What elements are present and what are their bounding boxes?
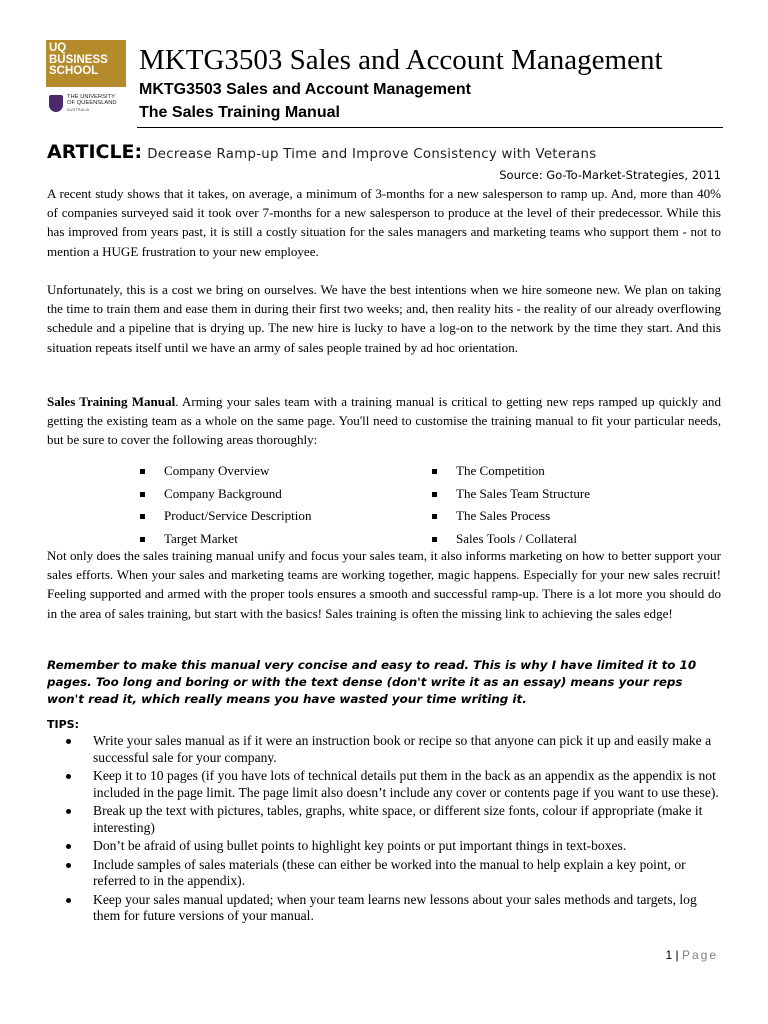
paragraph-cost: Unfortunately, this is a cost we bring on ourselves. We have the best intentions when we hire someone new. We plan on taking the time to train them and ease them in during their first two weeks; and, then reality hits - the reality of our already overflowing schedule and a pipeline that is drying up. The new hire is lucky to have a log-on to the network by the time they start. And this situation repeats itself until we have an army of sales people trained by ad hoc orientation. <box>47 282 721 355</box>
article-source: Source: Go-To-Market-Strategies, 2011 <box>499 168 721 182</box>
list-item: Keep it to 10 pages (if you have lots of technical details put them in the back as an appendix as the appendix is not included in the page limit. The page limit also doesn’t include any cover or contents page if you want to use these). <box>63 768 723 801</box>
square-bullet-icon <box>432 514 437 519</box>
list-item: The Competition <box>432 460 590 483</box>
list-item: Sales Tools / Collateral <box>432 528 590 551</box>
list-item: Break up the text with pictures, tables, graphs, white space, or different size fonts, colour if appropriate (make it interesting) <box>63 803 723 836</box>
bullet-icon <box>66 809 71 814</box>
bullet-icon <box>66 898 71 903</box>
list-item: Don’t be afraid of using bullet points to highlight key points or put important things in text-boxes. <box>63 838 723 855</box>
square-bullet-icon <box>432 537 437 542</box>
list-item: The Sales Process <box>432 505 590 528</box>
tips-list <box>63 733 723 927</box>
bullet-icon <box>66 844 71 849</box>
square-bullet-icon <box>140 469 145 474</box>
square-bullet-icon <box>140 492 145 497</box>
list-item: Company Background <box>140 483 311 506</box>
article-title: Decrease Ramp-up Time and Improve Consistency with Veterans <box>147 147 597 162</box>
list-item: Keep your sales manual updated; when your team learns new lessons about your sales methods and targets, log them for future versions of your manual. <box>63 892 723 925</box>
bullet-icon <box>66 739 71 744</box>
article-heading <box>47 141 596 163</box>
crest-icon <box>49 95 63 112</box>
manual-title: The Sales Training Manual <box>139 104 340 121</box>
remember-note: Remember to make this manual very concise and easy to read. This is why I have limited it to 10 pages. Too long and boring or with the text dense (don't write it as an essay) means your reps won't read it, which really means you have wasted your time writing it. <box>47 658 697 706</box>
logo-line-business: BUSINESS <box>49 53 108 66</box>
square-bullet-icon <box>432 469 437 474</box>
logo-line-school: SCHOOL <box>49 65 99 77</box>
logo-university-band <box>46 87 126 120</box>
page-separator: | <box>675 948 679 962</box>
areas-left-column <box>140 460 311 551</box>
square-bullet-icon <box>140 537 145 542</box>
bullet-icon <box>66 774 71 779</box>
course-subtitle: MKTG3503 Sales and Account Management <box>139 81 471 98</box>
list-item: Product/Service Description <box>140 505 311 528</box>
list-item: Include samples of sales materials (these can either be worked into the manual to help explain a key point, or referred to in the appendix). <box>63 857 723 890</box>
list-item: Write your sales manual as if it were an instruction book or recipe so that anyone can pick it up and easily make a successful sale for your company. <box>63 733 723 766</box>
page-footer <box>665 948 718 962</box>
logo-line-uq: UQ <box>49 42 67 54</box>
course-title: MKTG3503 Sales and Account Management <box>139 44 663 76</box>
tips-heading: TIPS: <box>47 718 79 731</box>
areas-right-column <box>432 460 590 551</box>
uq-business-school-logo <box>46 40 126 120</box>
bullet-icon <box>66 863 71 868</box>
list-item: The Sales Team Structure <box>432 483 590 506</box>
logo-wordmark <box>46 40 126 87</box>
square-bullet-icon <box>140 514 145 519</box>
manual-lead-in: Sales Training Manual <box>47 394 176 409</box>
university-name: THE UNIVERSITY OF QUEENSLAND AUSTRALIA <box>67 94 117 112</box>
header-divider <box>137 127 723 128</box>
list-item: Company Overview <box>140 460 311 483</box>
article-label: ARTICLE: <box>47 141 143 163</box>
paragraph-unify: Not only does the sales training manual unify and focus your sales team, it also informs marketing on how to better support your sales efforts. When your sales and marketing teams are working together, magic happens. Especially for your new sales recruit! Feeling supported and armed with the proper tools ensures a smooth and successful ramp-up. There is a lot more you should do in the area of sales training, but start with the basics! Sales training is often the missing link to achieving the sales edge! <box>47 548 721 621</box>
list-item: Target Market <box>140 528 311 551</box>
square-bullet-icon <box>432 492 437 497</box>
paragraph-manual: Sales Training Manual. Arming your sales team with a training manual is critical to getting new reps ramped up quickly and getting the existing team as a whole on the same page. You'll need to customise the training manual to fit your particular needs, but be sure to cover the following areas thoroughly: <box>47 394 721 448</box>
page-number: 1 <box>665 948 673 962</box>
page-label: Page <box>681 948 718 962</box>
paragraph-study: A recent study shows that it takes, on average, a minimum of 3-months for a new salesperson to ramp up. And, more than 40% of companies surveyed said it took over 7-months for a new salesperson to produce at the level of their predecessor. While this has improved from years past, it is still a costly situation for the sales managers and marketing teams who support them - not to mention a HUGE frustration to your new employee. <box>47 186 721 259</box>
